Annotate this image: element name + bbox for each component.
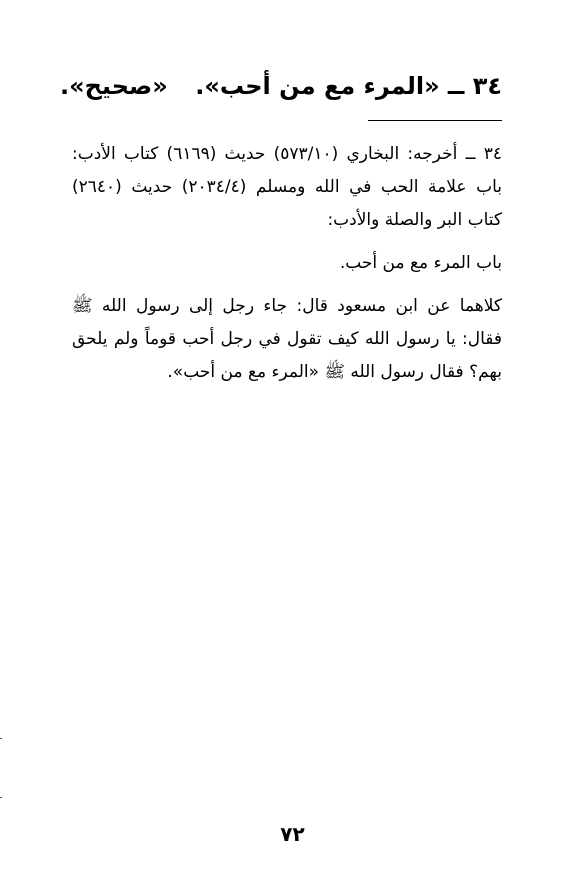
footnote-separator	[368, 120, 502, 121]
footnote-source: ٣٤ ــ أخرجه: البخاري (٥٧٣/١٠) حديث (٦١٦٩) كتاب الأدب: باب علامة الحب في الله ومسلم (٢٠٣٤/٤) حديث (٢٦٤٠) كتاب البر والصلة والأدب:	[72, 144, 503, 230]
page-number: ٧٢	[280, 822, 305, 846]
paragraph-gap	[72, 280, 502, 290]
hadith-grade: «صحيح».	[60, 72, 168, 100]
hadith-heading	[60, 68, 502, 104]
hadith-text: ٣٤ ــ «المرء مع من أحب».	[195, 72, 502, 100]
scan-mark	[0, 738, 2, 739]
footnote-chapter: باب المرء مع من أحب.	[339, 253, 502, 273]
scan-mark	[0, 797, 2, 798]
paragraph-gap	[72, 237, 502, 247]
footnote-matn: كلاهما عن ابن مسعود قال: جاء رجل إلى رسول الله ﷺ فقال: يا رسول الله كيف تقول في رجل أحب قوماً ولم يلحق بهم؟ فقال رسول الله ﷺ «المرء مع من أحب».	[72, 296, 502, 382]
footnote	[72, 138, 502, 389]
